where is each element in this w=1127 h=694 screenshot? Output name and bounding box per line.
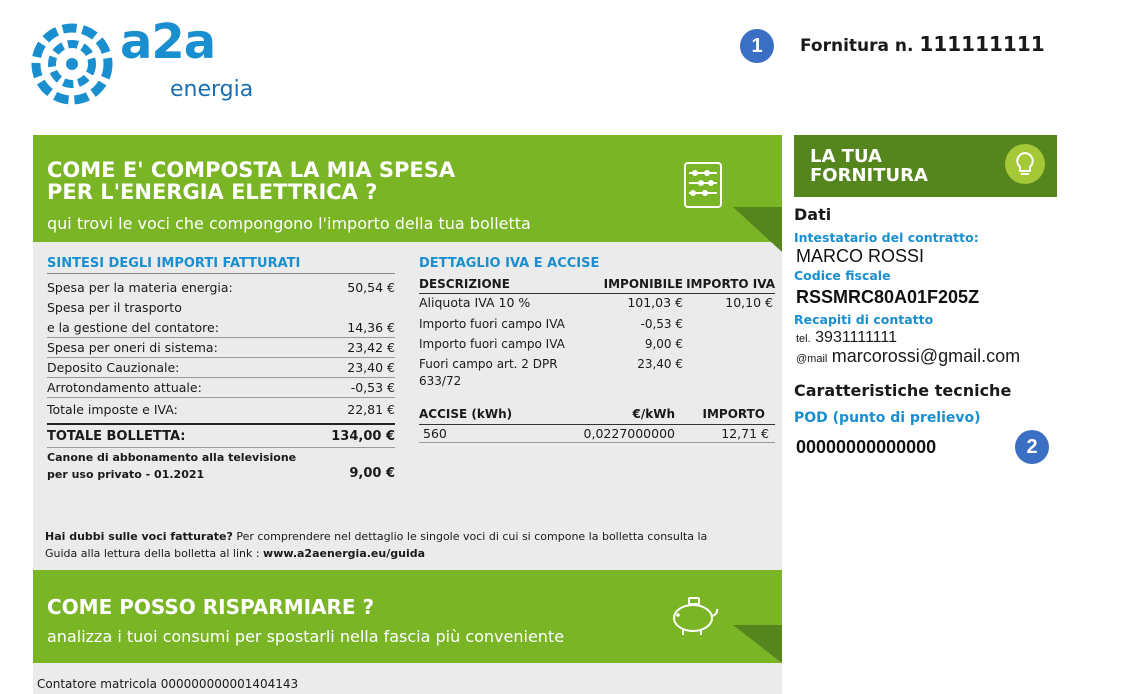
tel-value: 3931111111 — [815, 329, 897, 346]
corner-fold-1 — [733, 207, 782, 252]
iva-desc: Importo fuori campo IVA — [419, 317, 565, 331]
sintesi-value: 23,40 € — [347, 360, 395, 375]
sintesi-value: -0,53 € — [350, 380, 395, 395]
piggy-bank-icon — [667, 594, 721, 638]
accise-header-rule — [419, 424, 775, 425]
cf-label: Codice fiscale — [794, 268, 891, 283]
pod-value: 00000000000000 — [796, 437, 937, 457]
lightbulb-icon — [1005, 144, 1045, 184]
risparmio-title: COME POSSO RISPARMIARE ? — [47, 595, 375, 619]
pod-label: POD (punto di prelievo) — [794, 410, 981, 426]
guida-link[interactable]: www.a2aenergia.eu/guida — [263, 547, 426, 560]
row-rule — [47, 377, 395, 378]
brand-sub: energia — [170, 77, 254, 102]
composition-header-band — [33, 135, 782, 242]
dubbi-bold: Hai dubbi sulle voci fatturate? — [45, 530, 233, 543]
accise-header: ACCISE (kWh) — [419, 407, 513, 421]
accise-kwh: 560 — [423, 426, 447, 441]
fornitura-number: 111111111 — [919, 32, 1045, 56]
row-rule — [47, 337, 395, 338]
accise-header: IMPORTO — [702, 407, 765, 421]
iva-imponibile: -0,53 € — [640, 317, 683, 331]
iva-header-rule — [419, 293, 775, 294]
iva-desc: Aliquota IVA 10 % — [419, 295, 531, 310]
row-rule — [47, 447, 395, 448]
a2a-logo-icon — [30, 22, 114, 106]
sintesi-label: Spesa per oneri di sistema: — [47, 340, 218, 355]
accise-rate: 0,0227000000 — [583, 426, 675, 441]
sintesi-value: 23,42 € — [347, 340, 395, 355]
accise-importo: 12,71 € — [721, 426, 769, 441]
sintesi-label: Arrotondamento attuale: — [47, 380, 202, 395]
recapiti-label: Recapiti di contatto — [794, 312, 934, 327]
guida-prefix: Guida alla lettura della bolletta al link : — [45, 547, 264, 560]
canone-value: 9,00 € — [349, 466, 395, 481]
accise-rule — [419, 442, 775, 443]
corner-fold-2 — [733, 625, 782, 663]
sintesi-label: Spesa per il trasporto — [47, 300, 182, 315]
canone-label: per uso privato - 01.2021 — [47, 468, 205, 481]
intestatario-label: Intestatario del contratto: — [794, 230, 979, 245]
sintesi-label: Deposito Cauzionale: — [47, 360, 180, 375]
dati-heading: Dati — [794, 205, 832, 224]
composition-subtitle: qui trovi le voci che compongono l'importo della tua bolletta — [47, 214, 531, 233]
row-rule — [47, 397, 395, 398]
mail-line — [796, 346, 1020, 367]
marker-2-badge: 2 — [1015, 430, 1049, 464]
sintesi-value: 22,81 € — [347, 402, 395, 417]
risparmio-band — [33, 570, 782, 663]
tel-line — [796, 329, 897, 347]
iva-imponibile: 9,00 € — [644, 337, 683, 351]
row-rule — [47, 357, 395, 358]
sintesi-label: Spesa per la materia energia: — [47, 280, 233, 295]
iva-title: DETTAGLIO IVA E ACCISE — [419, 256, 600, 271]
contatore-text: Contatore matricola 000000000001404143 — [37, 677, 299, 691]
abacus-icon — [683, 161, 723, 209]
mail-value: marcorossi@gmail.com — [831, 346, 1021, 366]
tel-label: tel. — [796, 333, 811, 345]
total-label: TOTALE BOLLETTA: — [47, 429, 186, 444]
iva-imponibile: 101,03 € — [627, 295, 683, 310]
iva-header: DESCRIZIONE — [419, 277, 510, 291]
intestatario-value: MARCO ROSSI — [796, 246, 925, 266]
iva-header: IMPORTO IVA — [686, 277, 775, 291]
dubbi-text — [45, 530, 775, 543]
iva-imponibile: 23,40 € — [637, 357, 683, 371]
marker-1-badge: 1 — [740, 29, 774, 63]
guida-text — [45, 547, 425, 560]
title-line: FORNITURA — [810, 165, 928, 186]
sintesi-label: Totale imposte e IVA: — [47, 402, 178, 417]
cf-value: RSSMRC80A01F205Z — [796, 287, 980, 307]
fornitura-panel-header — [794, 135, 1057, 197]
canone-label: Canone di abbonamento alla televisione — [47, 451, 297, 464]
iva-header: IMPONIBILE — [603, 277, 683, 291]
composition-title-line2: PER L'ENERGIA ELETTRICA ? — [47, 180, 378, 204]
mail-label: @mail — [796, 353, 828, 365]
iva-desc: Fuori campo art. 2 DPR — [419, 357, 558, 371]
fornitura-prefix: Fornitura n. — [800, 36, 914, 56]
iva-importo: 10,10 € — [725, 295, 773, 310]
sintesi-title: SINTESI DEGLI IMPORTI FATTURATI — [47, 256, 301, 271]
accise-header: €/kWh — [632, 407, 675, 421]
fornitura-panel-title — [810, 147, 928, 185]
sintesi-title-rule — [47, 273, 395, 274]
total-value: 134,00 € — [331, 429, 395, 444]
fornitura-number-label — [800, 32, 1045, 56]
risparmio-subtitle: analizza i tuoi consumi per spostarli nella fascia più conveniente — [47, 627, 565, 646]
composition-title-line1: COME E' COMPOSTA LA MIA SPESA — [47, 158, 456, 182]
brand-name: a2a — [120, 14, 216, 70]
sintesi-value: 14,36 € — [347, 320, 395, 335]
a2a-logo — [30, 14, 270, 112]
total-rule — [47, 423, 395, 425]
iva-desc: Importo fuori campo IVA — [419, 337, 565, 351]
sintesi-value: 50,54 € — [347, 280, 395, 295]
dubbi-rest: Per comprendere nel dettaglio le singole voci di cui si compone la bolletta consulta la — [232, 530, 708, 543]
title-line: LA TUA — [810, 146, 882, 167]
bill-composition-panel — [33, 135, 782, 694]
sintesi-label: e la gestione del contatore: — [47, 320, 219, 335]
iva-desc: 633/72 — [419, 374, 462, 388]
caratteristiche-heading: Caratteristiche tecniche — [794, 381, 1012, 400]
